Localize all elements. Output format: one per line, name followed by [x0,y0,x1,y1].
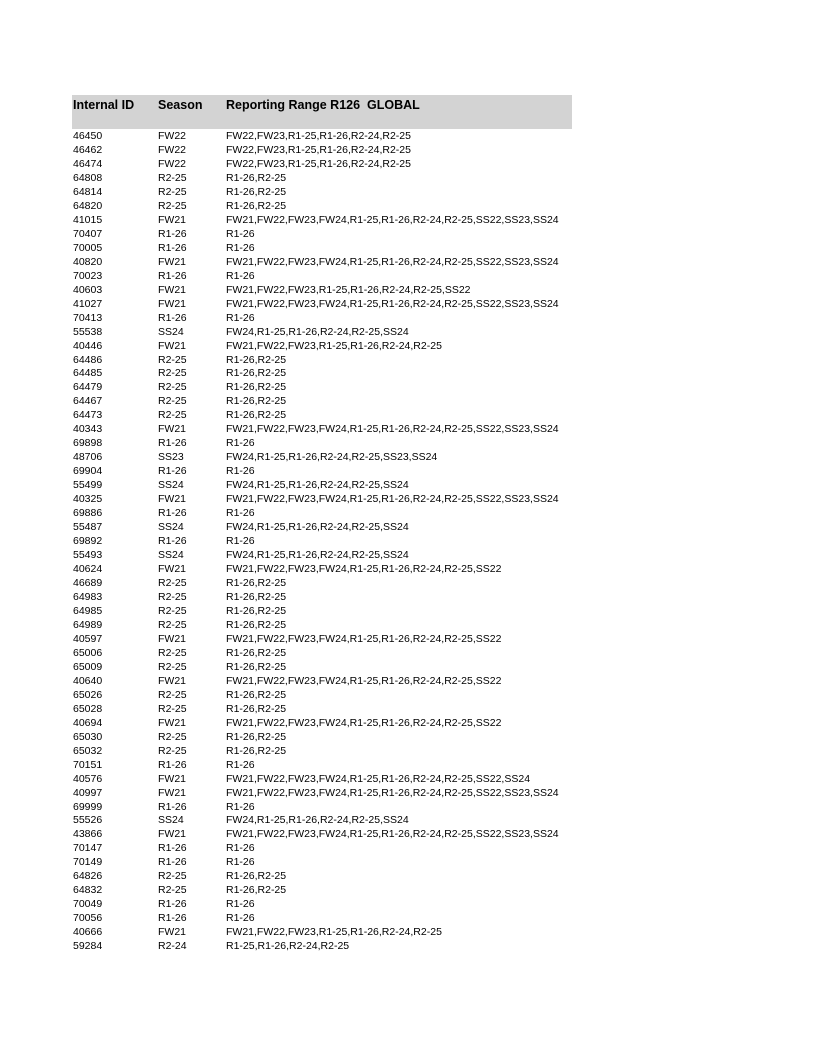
cell-season[interactable]: FW21 [158,926,187,939]
cell-season[interactable]: R1-26 [158,465,187,478]
cell-reporting-range[interactable]: FW24,R1-25,R1-26,R2-24,R2-25,SS24 [226,325,409,338]
table-row [72,340,572,354]
cell-season[interactable]: R1-26 [158,507,187,520]
cell-internal-id[interactable]: 40446 [73,339,103,352]
cell-season[interactable]: FW21 [158,255,187,268]
table-row [72,884,572,898]
cell-season[interactable]: R2-25 [158,730,187,743]
cell-internal-id[interactable]: 40343 [73,423,103,436]
cell-season[interactable]: R1-26 [158,311,187,324]
cell-season[interactable]: R2-25 [158,744,187,757]
cell-season[interactable]: R2-25 [158,185,187,198]
cell-reporting-range[interactable]: FW21,FW22,FW23,FW24,R1-25,R1-26,R2-24,R2-25,SS22,SS24 [226,772,531,785]
cell-season[interactable]: FW22 [158,157,187,170]
cell-reporting-range[interactable]: FW22,FW23,R1-25,R1-26,R2-24,R2-25 [226,157,411,170]
cell-season[interactable]: R2-25 [158,646,187,659]
table-row [72,214,572,228]
table-row [72,619,572,633]
cell-reporting-range[interactable]: FW24,R1-25,R1-26,R2-24,R2-25,SS24 [226,521,409,534]
cell-reporting-range[interactable]: R1-26 [226,507,255,520]
table-row [72,717,572,731]
table-row [72,172,572,186]
table-row [72,731,572,745]
table-row [72,312,572,326]
cell-reporting-range[interactable]: R1-26,R2-25 [226,381,287,394]
cell-reporting-range[interactable]: FW21,FW22,FW23,FW24,R1-25,R1-26,R2-24,R2-25,SS22,SS23,SS24 [226,423,559,436]
cell-reporting-range[interactable]: R1-26,R2-25 [226,171,287,184]
cell-season[interactable]: FW21 [158,674,187,687]
cell-internal-id[interactable]: 55499 [73,479,103,492]
table-row [72,773,572,787]
cell-internal-id[interactable]: 43866 [73,828,103,841]
cell-internal-id[interactable]: 55493 [73,549,103,562]
table-row [72,842,572,856]
cell-internal-id[interactable]: 69886 [73,507,103,520]
cell-internal-id[interactable]: 55526 [73,814,103,827]
cell-season[interactable]: FW21 [158,828,187,841]
cell-reporting-range[interactable]: R1-26,R2-25 [226,870,287,883]
cell-internal-id[interactable]: 64985 [73,604,103,617]
cell-season[interactable]: R2-25 [158,688,187,701]
cell-reporting-range[interactable]: FW24,R1-25,R1-26,R2-24,R2-25,SS24 [226,549,409,562]
cell-reporting-range[interactable]: FW21,FW22,FW23,FW24,R1-25,R1-26,R2-24,R2-25,SS22,SS23,SS24 [226,786,559,799]
cell-season[interactable]: FW21 [158,423,187,436]
cell-internal-id[interactable]: 41015 [73,213,103,226]
cell-internal-id[interactable]: 40694 [73,716,103,729]
cell-season[interactable]: R2-25 [158,367,187,380]
cell-season[interactable]: R1-26 [158,437,187,450]
cell-reporting-range[interactable]: FW21,FW22,FW23,FW24,R1-25,R1-26,R2-24,R2-25,SS22,SS23,SS24 [226,297,559,310]
cell-reporting-range[interactable]: FW21,FW22,FW23,FW24,R1-25,R1-26,R2-24,R2-25,SS22,SS23,SS24 [226,255,559,268]
cell-internal-id[interactable]: 64814 [73,185,103,198]
table-row [72,354,572,368]
table-row [72,856,572,870]
cell-internal-id[interactable]: 69892 [73,535,103,548]
cell-reporting-range[interactable]: FW21,FW22,FW23,R1-25,R1-26,R2-24,R2-25 [226,926,442,939]
cell-season[interactable]: FW21 [158,563,187,576]
table-row [72,242,572,256]
cell-reporting-range[interactable]: R1-26,R2-25 [226,646,287,659]
cell-season[interactable]: R2-25 [158,353,187,366]
cell-reporting-range[interactable]: R1-26,R2-25 [226,395,287,408]
table-row [72,423,572,437]
table-row [72,507,572,521]
cell-season[interactable]: SS24 [158,814,184,827]
cell-season[interactable]: R1-26 [158,912,187,925]
cell-internal-id[interactable]: 70023 [73,269,103,282]
header-season[interactable]: Season [158,98,203,112]
cell-internal-id[interactable]: 40624 [73,563,103,576]
cell-reporting-range[interactable]: R1-26,R2-25 [226,199,287,212]
cell-reporting-range[interactable]: FW22,FW23,R1-25,R1-26,R2-24,R2-25 [226,130,411,142]
cell-season[interactable]: R1-26 [158,856,187,869]
cell-reporting-range[interactable]: FW24,R1-25,R1-26,R2-24,R2-25,SS24 [226,479,409,492]
cell-reporting-range[interactable]: FW21,FW22,FW23,FW24,R1-25,R1-26,R2-24,R2-25,SS22,SS23,SS24 [226,213,559,226]
cell-internal-id[interactable]: 64983 [73,590,103,603]
cell-reporting-range[interactable]: FW24,R1-25,R1-26,R2-24,R2-25,SS23,SS24 [226,451,438,464]
cell-season[interactable]: SS24 [158,325,184,338]
cell-internal-id[interactable]: 64826 [73,870,103,883]
cell-internal-id[interactable]: 70151 [73,758,103,771]
cell-reporting-range[interactable]: R1-26,R2-25 [226,185,287,198]
cell-reporting-range[interactable]: R1-26 [226,269,255,282]
table-row [72,689,572,703]
table-row [72,493,572,507]
cell-reporting-range[interactable]: R1-26 [226,842,255,855]
cell-internal-id[interactable]: 64473 [73,409,103,422]
cell-reporting-range[interactable]: R1-26,R2-25 [226,884,287,897]
table-row [72,451,572,465]
cell-reporting-range[interactable]: R1-26 [226,241,255,254]
cell-internal-id[interactable]: 70005 [73,241,103,254]
cell-internal-id[interactable]: 40597 [73,632,103,645]
table-row [72,367,572,381]
cell-reporting-range[interactable]: FW21,FW22,FW23,R1-25,R1-26,R2-24,R2-25,SS22 [226,283,471,296]
cell-reporting-range[interactable]: R1-26,R2-25 [226,618,287,631]
table-row [72,521,572,535]
table-row [72,158,572,172]
cell-reporting-range[interactable]: R1-26 [226,856,255,869]
cell-internal-id[interactable]: 70149 [73,856,103,869]
table-row [72,828,572,842]
cell-season[interactable]: R1-26 [158,842,187,855]
table-row [72,577,572,591]
spreadsheet-page [72,95,572,954]
cell-season[interactable]: FW21 [158,716,187,729]
cell-internal-id[interactable]: 65030 [73,730,103,743]
cell-season[interactable]: R1-26 [158,898,187,911]
cell-reporting-range[interactable]: R1-26,R2-25 [226,604,287,617]
cell-internal-id[interactable]: 40325 [73,493,103,506]
cell-internal-id[interactable]: 40603 [73,283,103,296]
cell-season[interactable]: FW21 [158,786,187,799]
cell-season[interactable]: R2-25 [158,171,187,184]
cell-season[interactable]: FW21 [158,339,187,352]
cell-reporting-range[interactable]: R1-26 [226,311,255,324]
cell-season[interactable]: R1-26 [158,758,187,771]
cell-reporting-range[interactable]: R1-26 [226,437,255,450]
cell-season[interactable]: R2-25 [158,870,187,883]
table-row [72,549,572,563]
table-row [72,381,572,395]
cell-reporting-range[interactable]: R1-26 [226,465,255,478]
table-row [72,298,572,312]
cell-reporting-range[interactable]: FW21,FW22,FW23,FW24,R1-25,R1-26,R2-24,R2-25,SS22 [226,716,502,729]
cell-reporting-range[interactable]: R1-26 [226,898,255,911]
table-row [72,633,572,647]
table-row [72,814,572,828]
table-row [72,647,572,661]
cell-internal-id[interactable]: 70413 [73,311,103,324]
cell-reporting-range[interactable]: R1-26,R2-25 [226,590,287,603]
cell-reporting-range[interactable]: FW22,FW23,R1-25,R1-26,R2-24,R2-25 [226,143,411,156]
table-row [72,228,572,242]
cell-season[interactable]: R2-24 [158,940,187,953]
cell-season[interactable]: R2-25 [158,884,187,897]
table-row [72,898,572,912]
cell-season[interactable]: R2-25 [158,577,187,589]
cell-internal-id[interactable]: 64989 [73,618,103,631]
cell-internal-id[interactable]: 64485 [73,367,103,380]
cell-season[interactable]: FW21 [158,283,187,296]
cell-reporting-range[interactable]: R1-26,R2-25 [226,702,287,715]
cell-internal-id[interactable]: 65009 [73,660,103,673]
cell-internal-id[interactable]: 46462 [73,143,103,156]
cell-internal-id[interactable]: 70049 [73,898,103,911]
header-reporting-range[interactable]: Reporting Range R126 GLOBAL [226,98,420,112]
cell-season[interactable]: R2-25 [158,199,187,212]
cell-reporting-range[interactable]: FW21,FW22,FW23,FW24,R1-25,R1-26,R2-24,R2-25,SS22 [226,563,502,576]
cell-reporting-range[interactable]: FW21,FW22,FW23,FW24,R1-25,R1-26,R2-24,R2-25,SS22,SS23,SS24 [226,493,559,506]
table-row [72,661,572,675]
cell-reporting-range[interactable]: R1-26,R2-25 [226,367,287,380]
table-row [72,759,572,773]
table-row [72,437,572,451]
table-row [72,326,572,340]
cell-season[interactable]: SS24 [158,521,184,534]
cell-season[interactable]: R2-25 [158,381,187,394]
cell-internal-id[interactable]: 40666 [73,926,103,939]
cell-season[interactable]: R1-26 [158,800,187,813]
cell-internal-id[interactable]: 40997 [73,786,103,799]
cell-internal-id[interactable]: 64808 [73,171,103,184]
cell-season[interactable]: R2-25 [158,702,187,715]
cell-internal-id[interactable]: 55487 [73,521,103,534]
table-row [72,870,572,884]
cell-reporting-range[interactable]: R1-26,R2-25 [226,744,287,757]
cell-season[interactable]: R1-26 [158,227,187,240]
cell-reporting-range[interactable]: R1-26 [226,758,255,771]
cell-internal-id[interactable]: 69898 [73,437,103,450]
cell-reporting-range[interactable]: R1-26,R2-25 [226,353,287,366]
table-body [72,130,572,954]
cell-season[interactable]: R2-25 [158,618,187,631]
cell-season[interactable]: FW21 [158,213,187,226]
cell-reporting-range[interactable]: R1-26 [226,912,255,925]
table-row [72,130,572,144]
cell-reporting-range[interactable]: R1-26,R2-25 [226,409,287,422]
cell-internal-id[interactable]: 65028 [73,702,103,715]
table-header [72,95,572,129]
cell-reporting-range[interactable]: FW24,R1-25,R1-26,R2-24,R2-25,SS24 [226,814,409,827]
cell-internal-id[interactable]: 69904 [73,465,103,478]
table-row [72,675,572,689]
cell-reporting-range[interactable]: R1-26 [226,800,255,813]
table-row [72,144,572,158]
cell-season[interactable]: FW21 [158,493,187,506]
cell-internal-id[interactable]: 40820 [73,255,103,268]
cell-reporting-range[interactable]: R1-26 [226,535,255,548]
table-row [72,926,572,940]
cell-internal-id[interactable]: 64479 [73,381,103,394]
cell-internal-id[interactable]: 64820 [73,199,103,212]
table-row [72,535,572,549]
table-row [72,745,572,759]
cell-reporting-range[interactable]: R1-26,R2-25 [226,730,287,743]
cell-internal-id[interactable]: 70147 [73,842,103,855]
table-row [72,787,572,801]
cell-internal-id[interactable]: 69999 [73,800,103,813]
cell-season[interactable]: FW21 [158,297,187,310]
cell-season[interactable]: R2-25 [158,660,187,673]
cell-internal-id[interactable]: 70056 [73,912,103,925]
cell-reporting-range[interactable]: R1-26 [226,227,255,240]
cell-season[interactable]: SS24 [158,549,184,562]
table-row [72,200,572,214]
cell-internal-id[interactable]: 64467 [73,395,103,408]
table-row [72,186,572,200]
table-row [72,465,572,479]
cell-reporting-range[interactable]: R1-26,R2-25 [226,688,287,701]
table-row [72,409,572,423]
cell-season[interactable]: FW22 [158,143,187,156]
cell-season[interactable]: FW21 [158,772,187,785]
cell-season[interactable]: R2-25 [158,604,187,617]
table-row [72,940,572,954]
cell-internal-id[interactable]: 40576 [73,772,103,785]
cell-internal-id[interactable]: 64832 [73,884,103,897]
cell-season[interactable]: R2-25 [158,590,187,603]
cell-season[interactable]: R1-26 [158,535,187,548]
table-row [72,395,572,409]
cell-internal-id[interactable]: 59284 [73,940,103,953]
cell-internal-id[interactable]: 41027 [73,297,103,310]
cell-internal-id[interactable]: 46689 [73,577,103,589]
cell-season[interactable]: FW21 [158,632,187,645]
table-row [72,703,572,717]
cell-internal-id[interactable]: 64486 [73,353,103,366]
table-row [72,270,572,284]
cell-reporting-range[interactable]: FW21,FW22,FW23,FW24,R1-25,R1-26,R2-24,R2-25,SS22 [226,632,502,645]
cell-reporting-range[interactable]: R1-26,R2-25 [226,660,287,673]
table-row [72,479,572,493]
table-row [72,801,572,815]
header-internal-id[interactable]: Internal ID [73,98,135,112]
cell-internal-id[interactable]: 46450 [73,130,103,142]
cell-internal-id[interactable]: 65032 [73,744,103,757]
cell-internal-id[interactable]: 46474 [73,157,103,170]
cell-internal-id[interactable]: 65026 [73,688,103,701]
table-row [72,284,572,298]
cell-reporting-range[interactable]: FW21,FW22,FW23,R1-25,R1-26,R2-24,R2-25 [226,339,442,352]
cell-season[interactable]: R1-26 [158,269,187,282]
cell-reporting-range[interactable]: FW21,FW22,FW23,FW24,R1-25,R1-26,R2-24,R2-25,SS22,SS23,SS24 [226,828,559,841]
cell-internal-id[interactable]: 70407 [73,227,103,240]
cell-reporting-range[interactable]: FW21,FW22,FW23,FW24,R1-25,R1-26,R2-24,R2-25,SS22 [226,674,502,687]
cell-internal-id[interactable]: 65006 [73,646,103,659]
cell-season[interactable]: SS24 [158,479,184,492]
cell-internal-id[interactable]: 55538 [73,325,103,338]
cell-internal-id[interactable]: 48706 [73,451,103,464]
table-row [72,912,572,926]
cell-season[interactable]: SS23 [158,451,184,464]
cell-season[interactable]: R1-26 [158,241,187,254]
cell-reporting-range[interactable]: R1-25,R1-26,R2-24,R2-25 [226,940,350,953]
cell-reporting-range[interactable]: R1-26,R2-25 [226,577,287,589]
table-row [72,563,572,577]
cell-season[interactable]: R2-25 [158,395,187,408]
cell-season[interactable]: R2-25 [158,409,187,422]
cell-internal-id[interactable]: 40640 [73,674,103,687]
table-row [72,256,572,270]
table-row [72,605,572,619]
table-row [72,591,572,605]
cell-season[interactable]: FW22 [158,130,187,142]
